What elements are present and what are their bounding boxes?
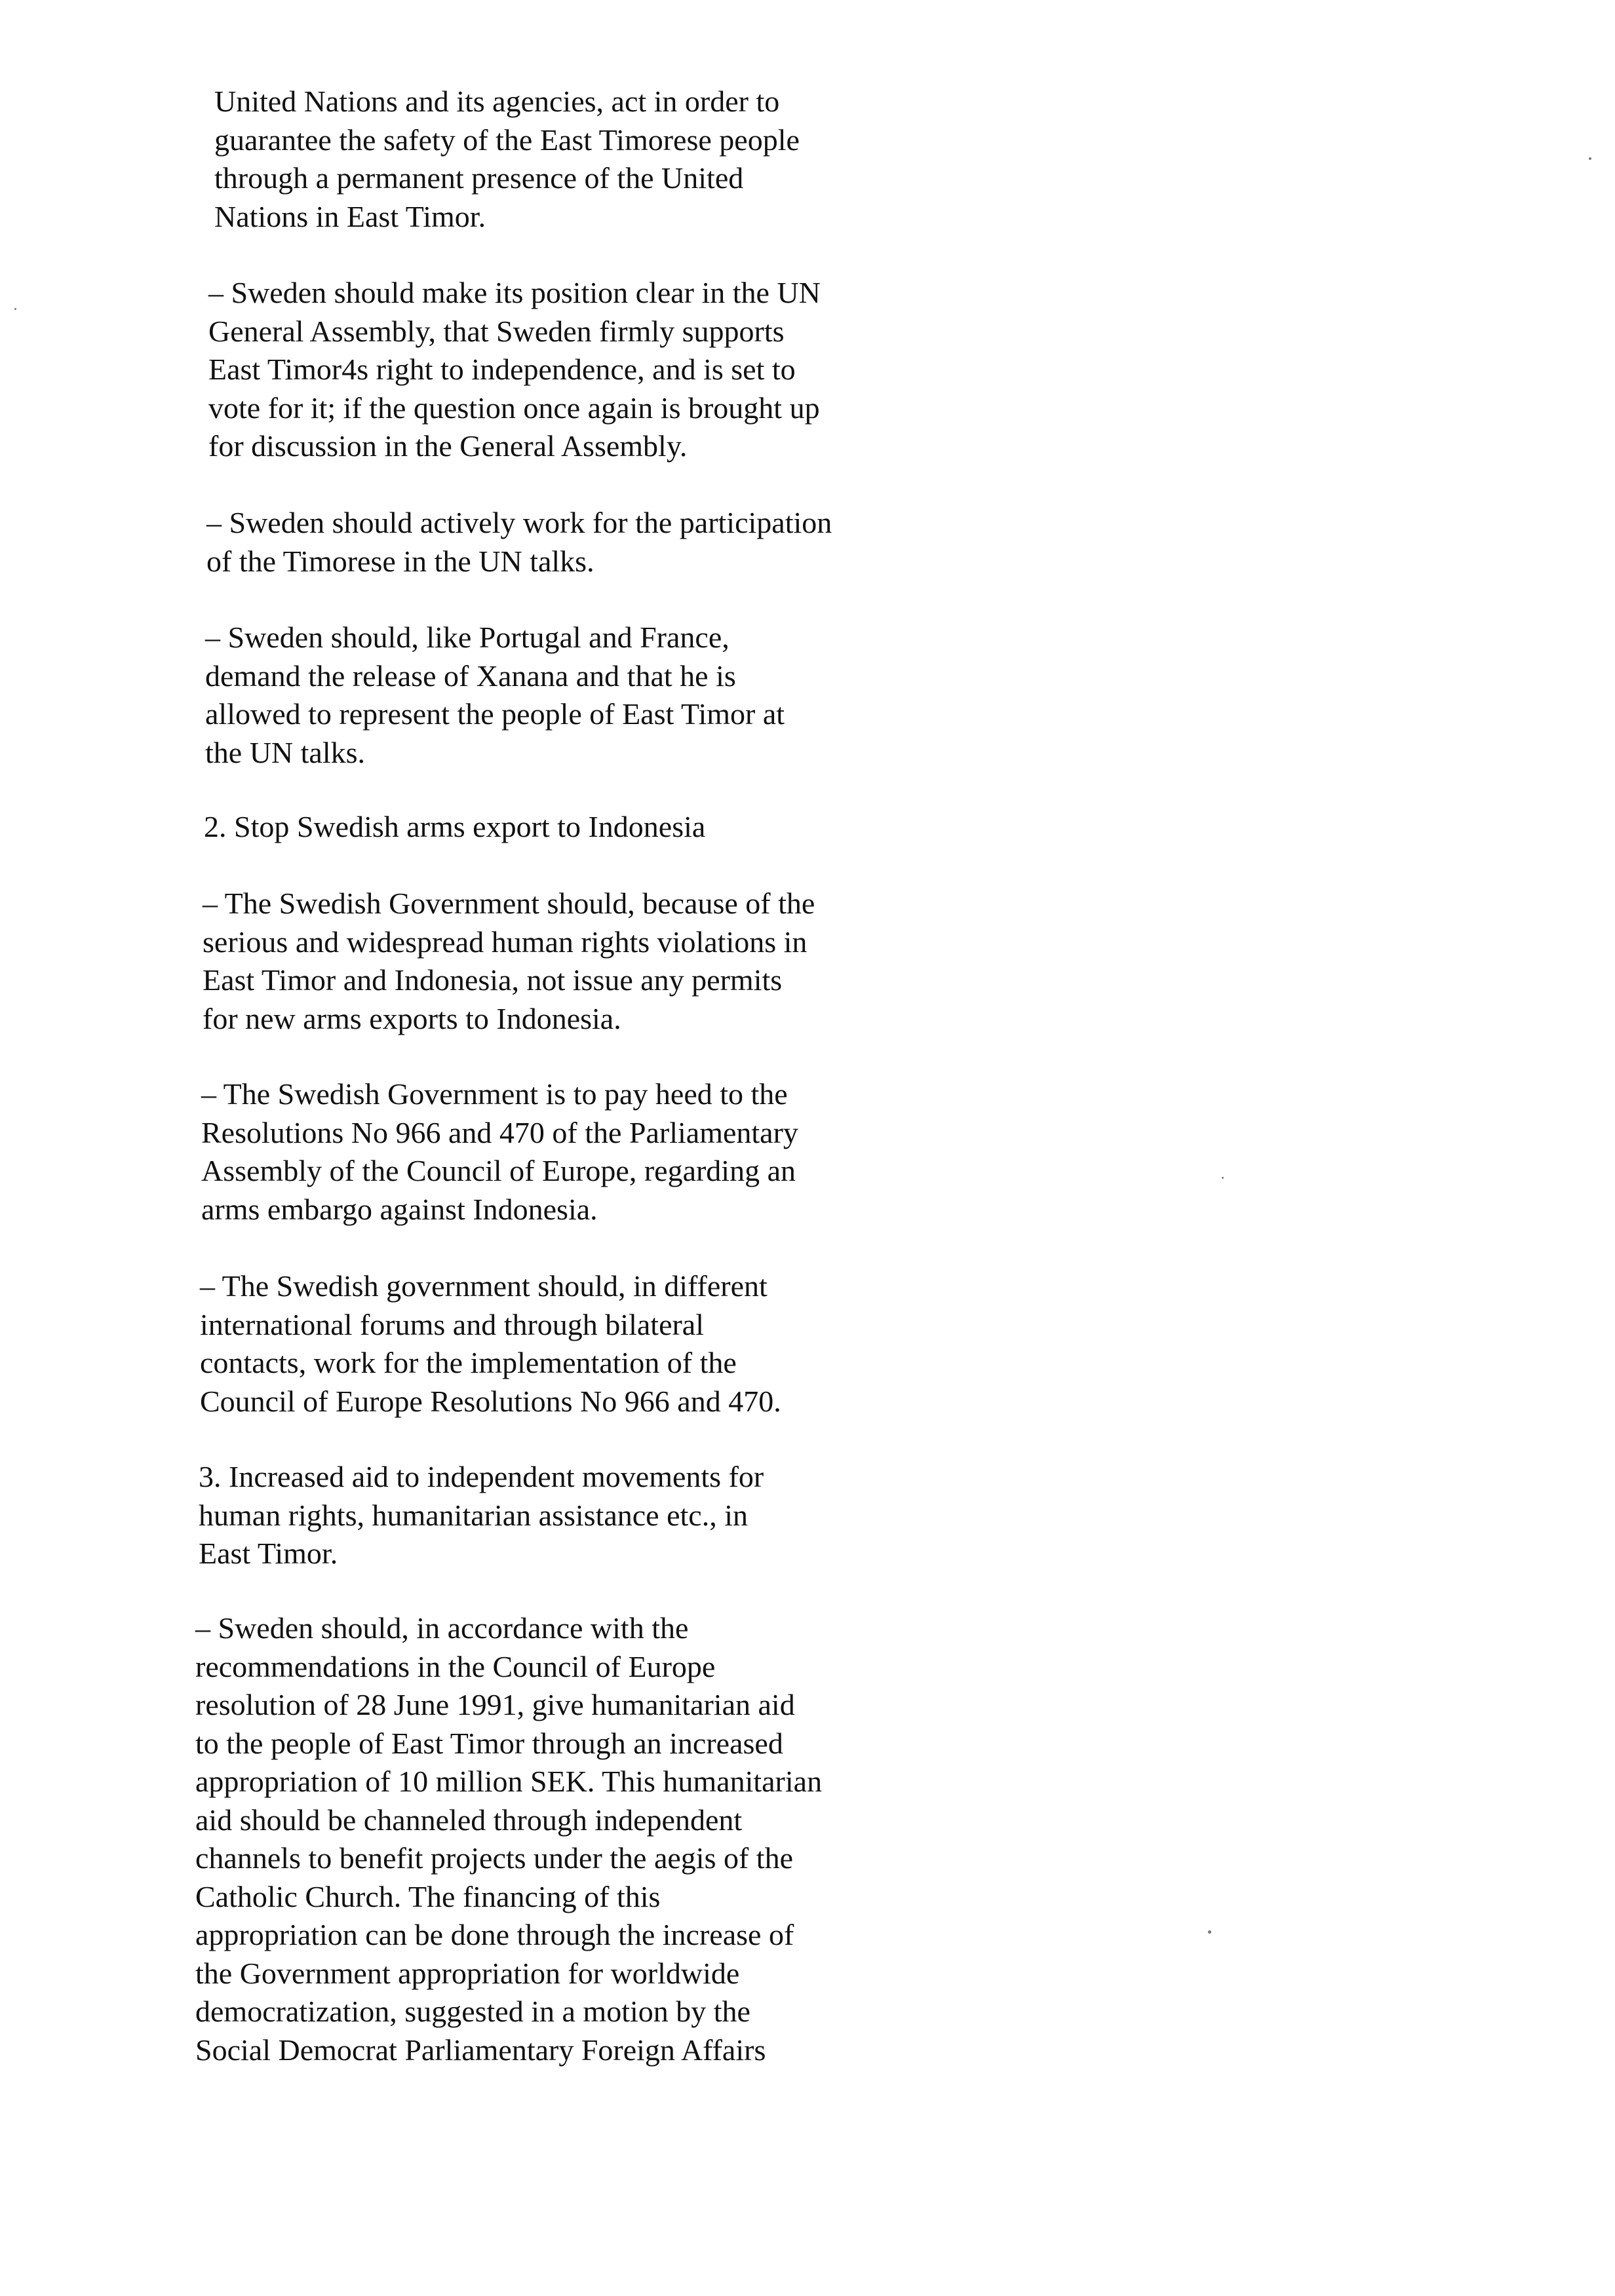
text-line: aid should be channeled through independent xyxy=(195,1803,743,1837)
text-line: Social Democrat Parliamentary Foreign Affairs xyxy=(195,2033,766,2067)
scan-speck xyxy=(1208,1930,1211,1934)
text-line: – Sweden should, in accordance with the xyxy=(195,1611,689,1645)
text-line: of the Timorese in the UN talks. xyxy=(206,544,594,578)
text-line: East Timor. xyxy=(199,1537,338,1570)
paragraph-un-presence xyxy=(214,83,800,236)
text-line: through a permanent presence of the United xyxy=(214,161,744,195)
text-line: serious and widespread human rights violations in xyxy=(203,925,808,959)
text-line: human rights, humanitarian assistance etc., in xyxy=(199,1498,748,1532)
paragraph-general-assembly xyxy=(208,274,821,466)
text-line: for discussion in the General Assembly. xyxy=(208,429,688,463)
paragraph-international-forums xyxy=(200,1267,781,1421)
text-line: to the people of East Timor through an increased xyxy=(195,1726,783,1760)
text-line: arms embargo against Indonesia. xyxy=(201,1192,598,1226)
text-line: – The Swedish Government is to pay heed to the xyxy=(201,1077,788,1111)
text-line: Catholic Church. The financing of this xyxy=(195,1879,661,1913)
heading-stop-arms-export xyxy=(204,808,705,847)
scan-speck xyxy=(1222,1177,1224,1179)
scan-speck xyxy=(1589,157,1591,160)
text-line: Nations in East Timor. xyxy=(214,199,486,233)
text-line: Assembly of the Council of Europe, regarding an xyxy=(201,1154,796,1187)
text-line: United Nations and its agencies, act in order to xyxy=(214,85,780,118)
text-line: the Government appropriation for worldwide xyxy=(195,1956,740,1990)
heading-increased-aid xyxy=(199,1458,764,1573)
paragraph-no-permits xyxy=(203,885,815,1038)
text-line: East Timor4s right to independence, and is set to xyxy=(208,353,796,386)
text-line: East Timor and Indonesia, not issue any permits xyxy=(203,963,783,997)
text-line: – The Swedish Government should, because of the xyxy=(203,887,815,920)
text-line: recommendations in the Council of Europe xyxy=(195,1649,716,1683)
text-line: demand the release of Xanana and that he is xyxy=(205,659,736,693)
text-line: – Sweden should actively work for the participation xyxy=(206,506,832,539)
text-line: 2. Stop Swedish arms export to Indonesia xyxy=(204,810,706,843)
paragraph-xanana-release xyxy=(205,619,785,772)
text-line: international forums and through bilateral xyxy=(200,1307,704,1341)
text-line: – Sweden should, like Portugal and France, xyxy=(205,621,730,654)
text-line: appropriation can be done through the increase of xyxy=(195,1918,794,1951)
text-line: for new arms exports to Indonesia. xyxy=(203,1001,621,1035)
text-line: Council of Europe Resolutions No 966 and 470. xyxy=(200,1384,781,1418)
text-line: resolution of 28 June 1991, give humanitarian aid xyxy=(195,1688,795,1721)
text-line: appropriation of 10 million SEK. This humanitarian xyxy=(195,1765,823,1798)
paragraph-un-talks-participation xyxy=(206,504,832,581)
scan-speck xyxy=(14,308,16,310)
text-line: allowed to represent the people of East Timor at xyxy=(205,697,785,731)
text-line: contacts, work for the implementation of the xyxy=(200,1346,737,1379)
text-line: Resolutions No 966 and 470 of the Parliamentary xyxy=(201,1115,798,1149)
text-line: – Sweden should make its position clear in the UN xyxy=(208,276,821,309)
paragraph-humanitarian-aid xyxy=(195,1609,822,2069)
text-line: 3. Increased aid to independent movements for xyxy=(199,1460,764,1493)
text-line: channels to benefit projects under the aegis of the xyxy=(195,1841,794,1875)
text-line: the UN talks. xyxy=(205,735,366,769)
text-line: guarantee the safety of the East Timorese people xyxy=(214,123,800,157)
text-line: General Assembly, that Sweden firmly supports xyxy=(208,314,785,348)
paragraph-council-resolutions xyxy=(201,1075,798,1229)
text-line: democratization, suggested in a motion by the xyxy=(195,1995,750,2028)
text-line: vote for it; if the question once again is brought up xyxy=(208,391,820,425)
text-line: – The Swedish government should, in different xyxy=(200,1269,768,1303)
